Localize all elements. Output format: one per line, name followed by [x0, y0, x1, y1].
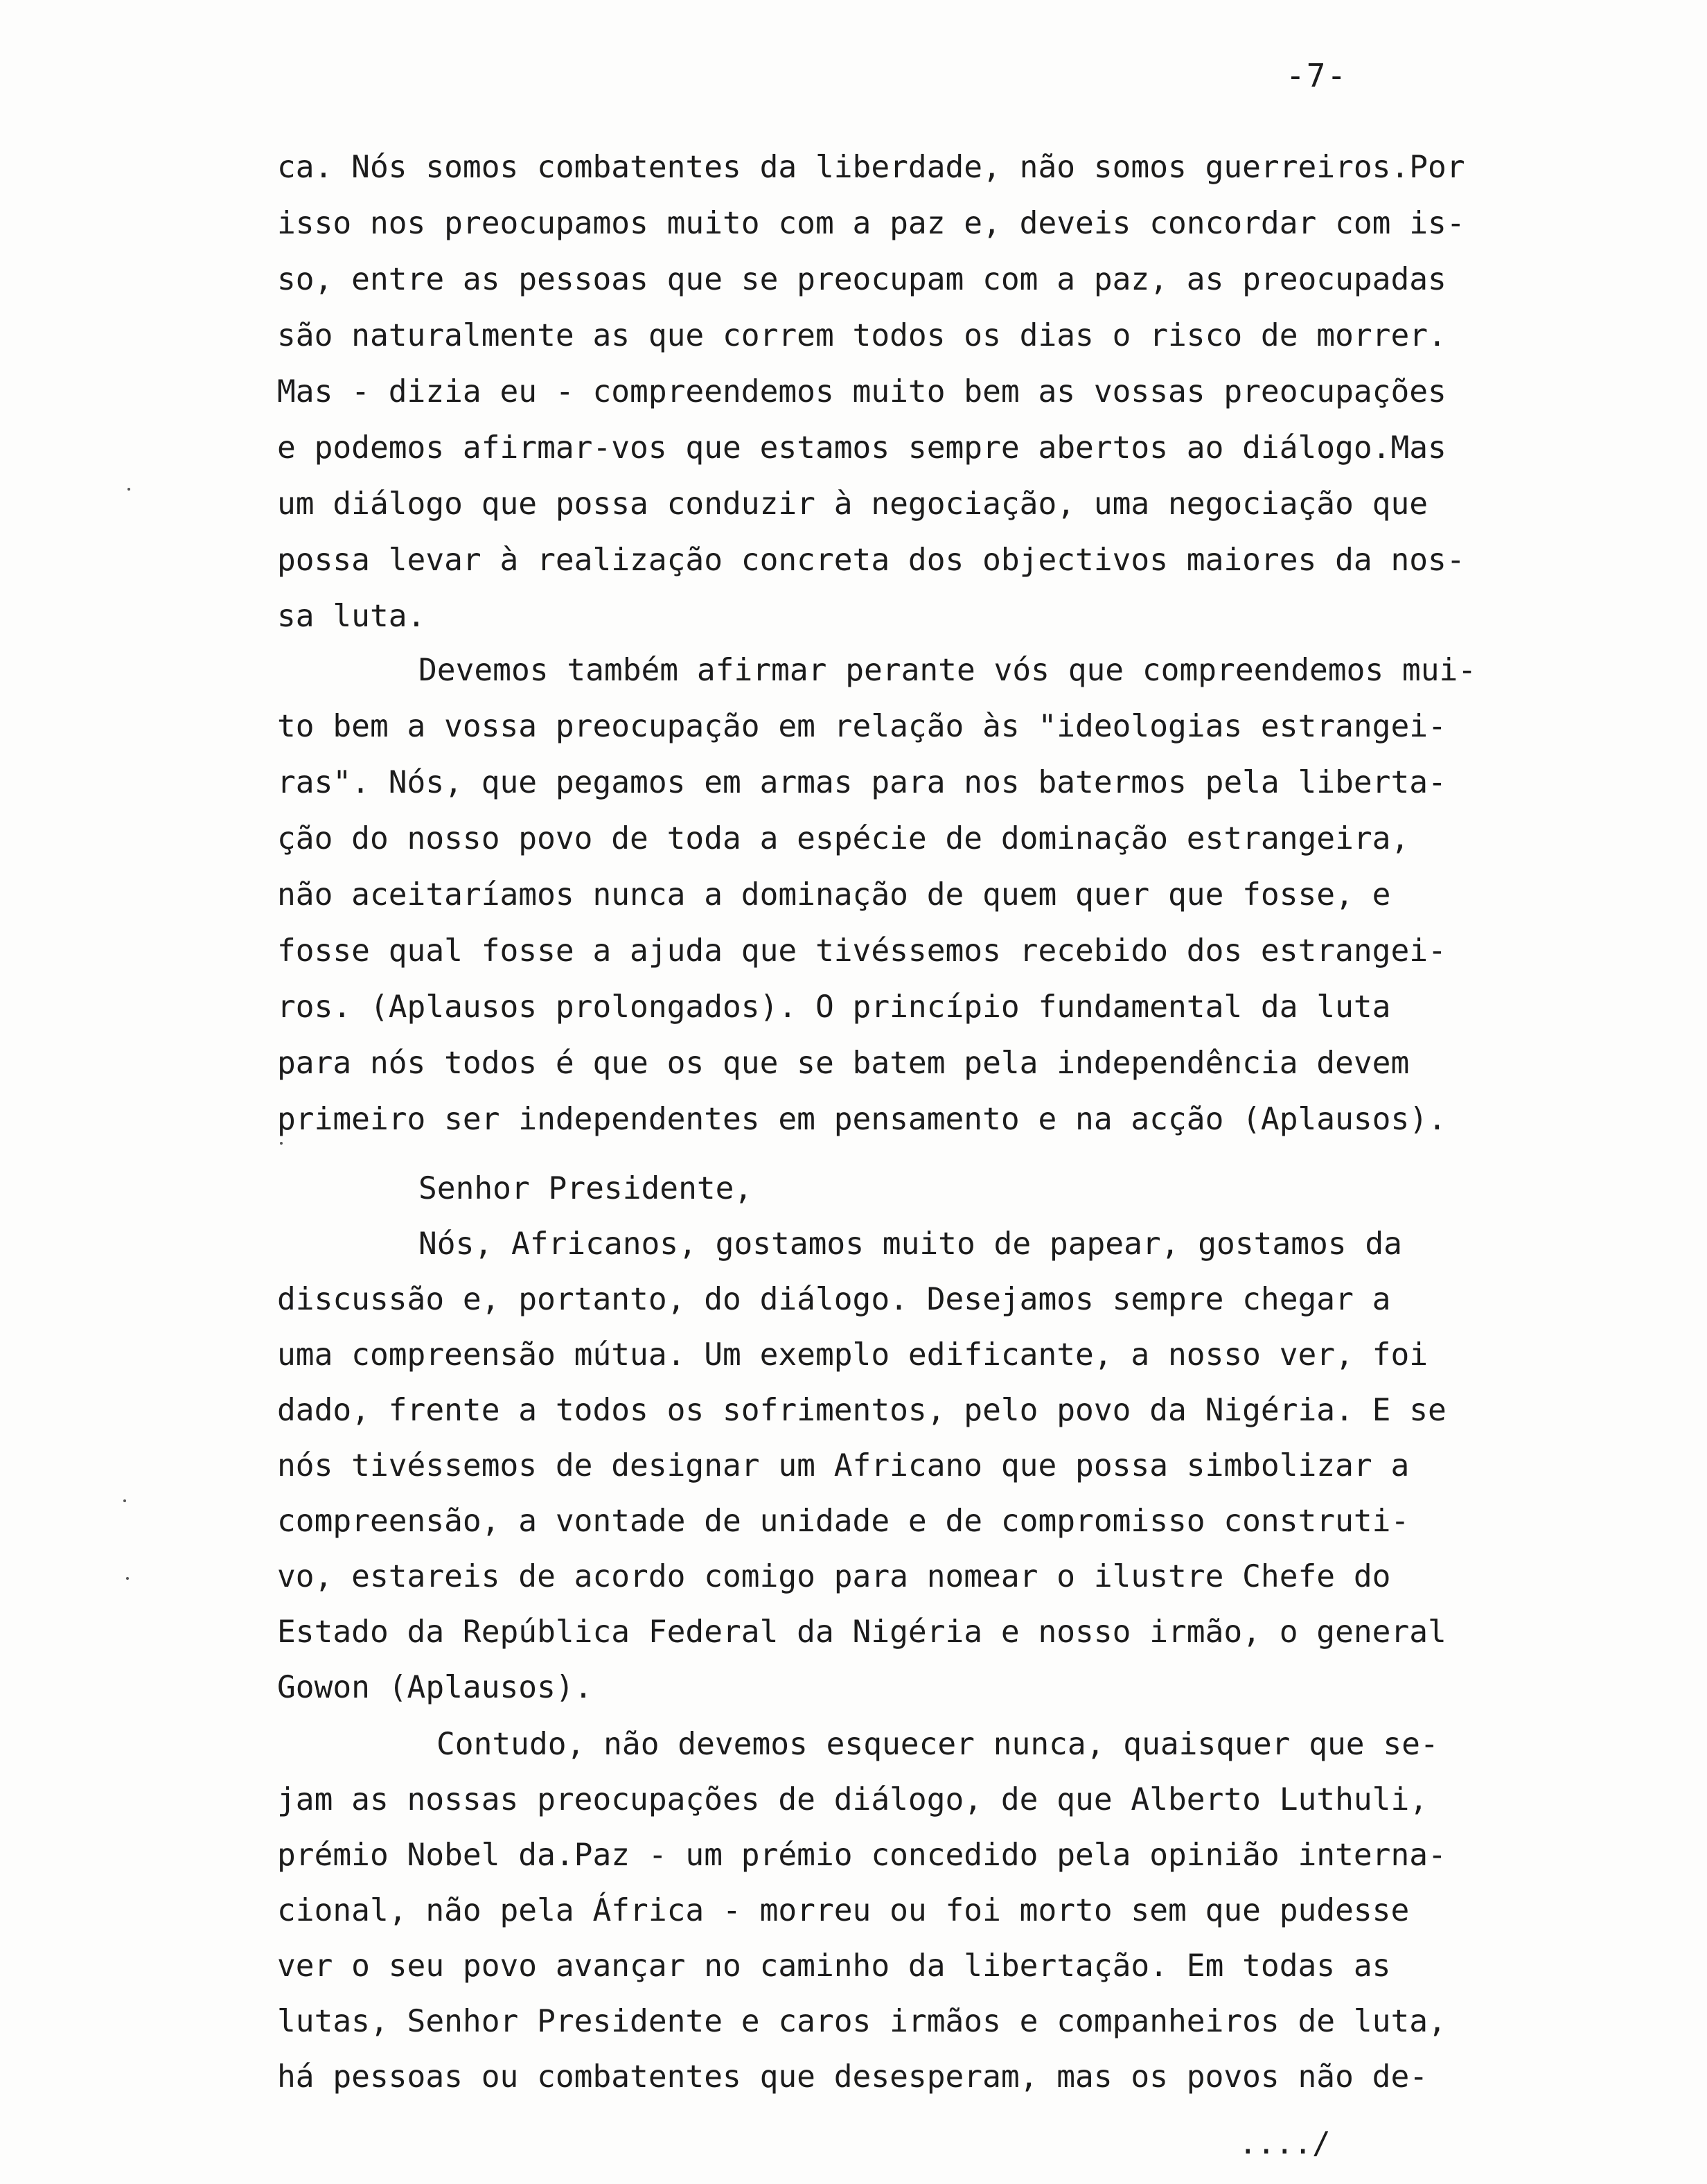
scan-speck [280, 1142, 283, 1145]
text-line: para nós todos é que os que se batem pela independência devem [277, 1046, 1410, 1081]
text-line: to bem a vossa preocupação em relação às "ideologias estrangei- [277, 709, 1447, 744]
text-line: Estado da República Federal da Nigéria e nosso irmão, o general [277, 1614, 1447, 1650]
text-line: há pessoas ou combatentes que desesperam, mas os povos não de- [277, 2059, 1429, 2095]
text-line: cional, não pela África - morreu ou foi morto sem que pudesse [277, 1893, 1410, 1928]
text-line: possa levar à realização concreta dos objectivos maiores da nos- [277, 543, 1465, 578]
text-line: fosse qual fosse a ajuda que tivéssemos recebido dos estrangei- [277, 933, 1447, 969]
text-line: discussão e, portanto, do diálogo. Desejamos sempre chegar a [277, 1282, 1391, 1317]
text-line: Gowon (Aplausos). [277, 1670, 593, 1705]
scan-speck [126, 1577, 129, 1580]
text-line: Mas - dizia eu - compreendemos muito bem as vossas preocupações [277, 374, 1447, 410]
text-line: ção do nosso povo de toda a espécie de dominação estrangeira, [277, 821, 1410, 856]
text-line: dado, frente a todos os sofrimentos, pelo povo da Nigéria. E se [277, 1393, 1447, 1428]
text-line: uma compreensão mútua. Um exemplo edificante, a nosso ver, foi [277, 1337, 1429, 1373]
text-line: so, entre as pessoas que se preocupam com a paz, as preocupadas [277, 262, 1447, 297]
text-line: isso nos preocupamos muito com a paz e, deveis concordar com is- [277, 206, 1465, 241]
text-line: primeiro ser independentes em pensamento e na acção (Aplausos). [277, 1102, 1447, 1137]
scan-speck [123, 1499, 126, 1502]
text-line: vo, estareis de acordo comigo para nomear o ilustre Chefe do [277, 1559, 1391, 1594]
text-line: um diálogo que possa conduzir à negociação, uma negociação que [277, 486, 1429, 522]
salutation: Senhor Presidente, [418, 1171, 753, 1206]
text-line: prémio Nobel da.Paz - um prémio concedido pela opinião interna- [277, 1838, 1447, 1873]
text-line: Contudo, não devemos esquecer nunca, quaisquer que se- [436, 1727, 1439, 1762]
page-number: -7- [1286, 57, 1348, 94]
text-line: compreensão, a vontade de unidade e de compromisso construti- [277, 1504, 1410, 1539]
text-line: ros. (Aplausos prolongados). O princípio fundamental da luta [277, 989, 1391, 1025]
text-line: são naturalmente as que correm todos os dias o risco de morrer. [277, 318, 1447, 353]
text-line: ver o seu povo avançar no caminho da libertação. Em todas as [277, 1948, 1391, 1984]
text-line: Devemos também afirmar perante vós que compreendemos mui- [418, 653, 1477, 688]
text-line: sa luta. [277, 599, 426, 634]
text-line: Nós, Africanos, gostamos muito de papear, gostamos da [418, 1226, 1402, 1262]
text-line: nós tivéssemos de designar um Africano que possa simbolizar a [277, 1448, 1410, 1483]
text-line: e podemos afirmar-vos que estamos sempre abertos ao diálogo.Mas [277, 430, 1447, 466]
text-line: ras". Nós, que pegamos em armas para nos batermos pela liberta- [277, 765, 1447, 800]
continuation-mark: ..../ [1239, 2126, 1331, 2161]
text-line: lutas, Senhor Presidente e caros irmãos e companheiros de luta, [277, 2004, 1447, 2039]
text-line: não aceitaríamos nunca a dominação de quem quer que fosse, e [277, 877, 1391, 913]
text-line: jam as nossas preocupações de diálogo, de que Alberto Luthuli, [277, 1782, 1429, 1817]
text-line: ca. Nós somos combatentes da liberdade, não somos guerreiros.Por [277, 150, 1465, 185]
scan-speck [127, 488, 130, 491]
